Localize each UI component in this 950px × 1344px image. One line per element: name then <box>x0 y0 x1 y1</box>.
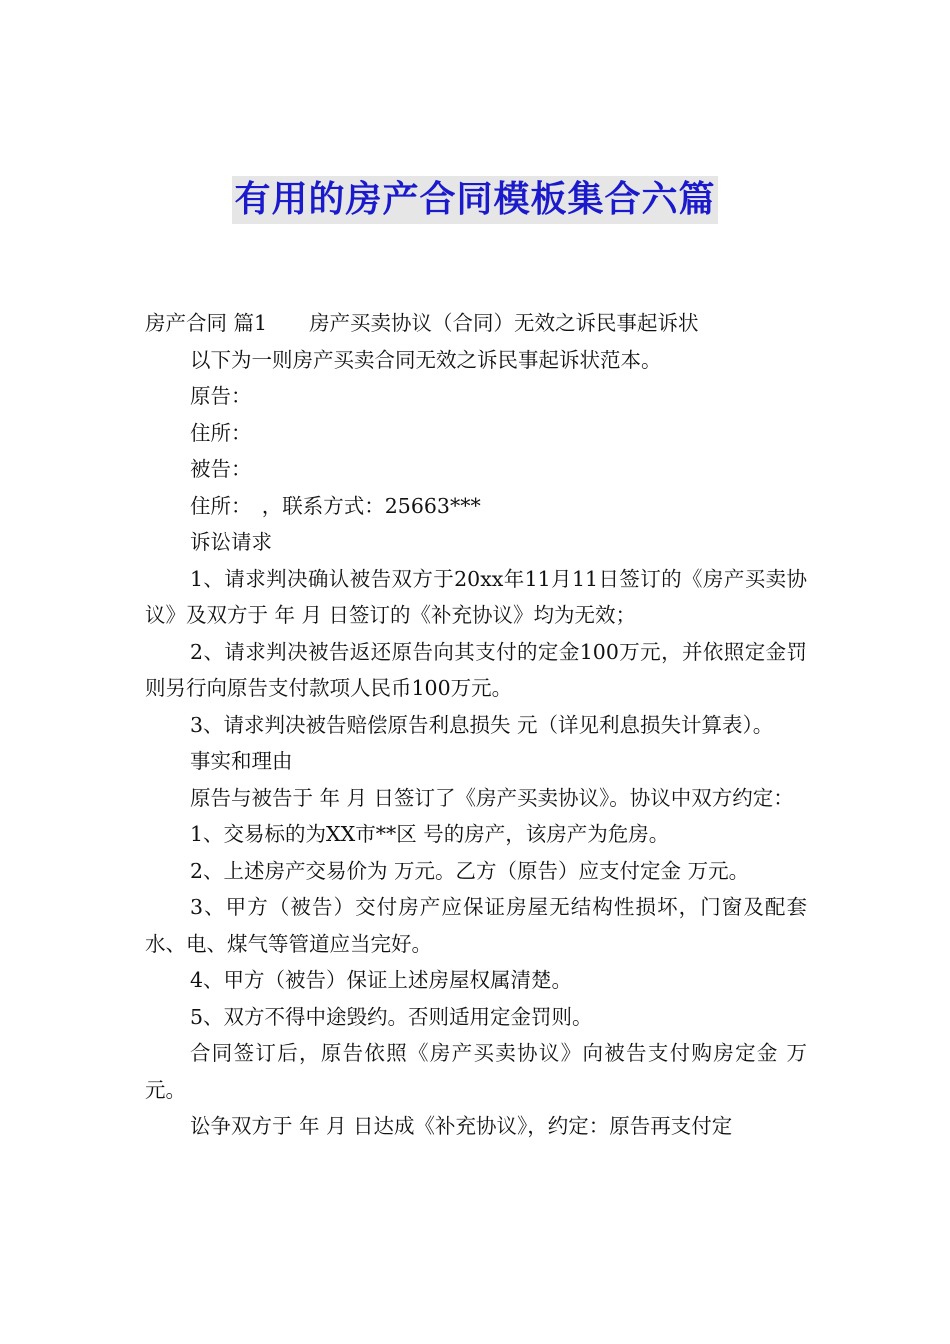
section-heading <box>145 305 807 342</box>
paragraph: 2、上述房产交易价为 万元。乙方（原告）应支付定金 万元。 <box>190 858 750 883</box>
paragraph: 诉讼请求 <box>190 530 272 554</box>
paragraph: 3、甲方（被告）交付房产应保证房屋无结构性损坏，门窗及配套水、电、煤气等管道应当完好。 <box>145 895 807 956</box>
document-title: 有用的房产合同模板集合六篇 <box>232 176 717 224</box>
paragraph: 4、甲方（被告）保证上述房屋权属清楚。 <box>190 968 573 992</box>
title-container <box>0 176 950 224</box>
paragraph: 事实和理由 <box>190 749 293 773</box>
section-label: 房产合同 篇1 <box>145 311 268 335</box>
paragraph: 讼争双方于 年 月 日达成《补充协议》，约定：原告再支付定 <box>190 1114 733 1138</box>
paragraph: 3、请求判决被告赔偿原告利息损失 元（详见利息损失计算表）。 <box>190 712 774 737</box>
paragraph: 合同签订后，原告依照《房产买卖协议》向被告支付购房定金 万元。 <box>145 1041 807 1102</box>
paragraph: 5、双方不得中途毁约。否则适用定金罚则。 <box>190 1004 593 1029</box>
paragraph: 原告与被告于 年 月 日签订了《房产买卖协议》。协议中双方约定： <box>190 785 794 810</box>
paragraph: 1、请求判决确认被告双方于20xx年11月11日签订的《房产买卖协议》及双方于 年 月 日签订的《补充协议》均为无效； <box>145 566 807 627</box>
paragraph: 2、请求判决被告返还原告向其支付的定金100万元，并依照定金罚则另行向原告支付款项人民币100万元。 <box>145 639 807 700</box>
paragraph: 住所： <box>190 420 252 445</box>
document-body <box>145 305 807 1145</box>
paragraph: 被告： <box>190 457 252 481</box>
paragraph: 住所： ，联系方式：25663*** <box>190 493 481 518</box>
section-subtitle: 房产买卖协议（合同）无效之诉民事起诉状 <box>309 311 699 335</box>
paragraph: 原告： <box>190 384 252 408</box>
paragraph: 以下为一则房产买卖合同无效之诉民事起诉状范本。 <box>190 347 662 372</box>
paragraph: 1、交易标的为XX市**区 号的房产，该房产为危房。 <box>190 822 670 846</box>
